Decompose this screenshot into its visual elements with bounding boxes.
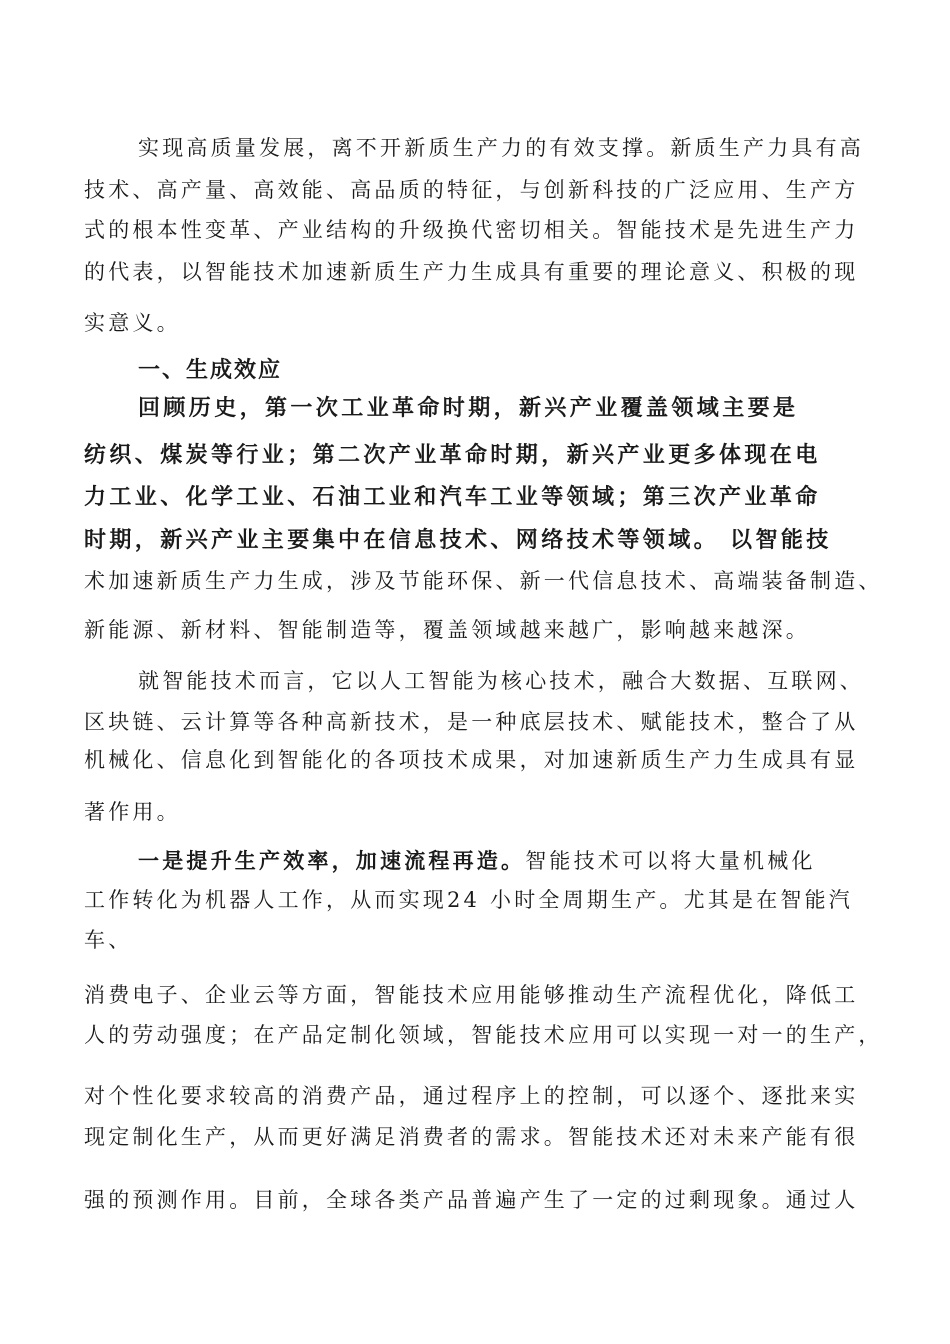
paragraph-line: 车、 (84, 928, 133, 952)
paragraph-lead-rest: 智能技术可以将大量机械化 (525, 849, 816, 873)
paragraph-line: 力工业、化学工业、石油工业和汽车工业等领域；第三次产业革命 (84, 484, 821, 510)
paragraph-line: 技术、高产量、高效能、高品质的特征，与创新科技的广泛应用、生产方 (84, 178, 859, 202)
paragraph-lead: 一是提升生产效率，加速流程再造。 (138, 848, 526, 873)
paragraph-line: 术加速新质生产力生成，涉及节能环保、新一代信息技术、高端装备制造、 (84, 569, 883, 593)
paragraph-line: 机械化、信息化到智能化的各项技术成果，对加速新质生产力生成具有显 (84, 748, 859, 772)
paragraph-line: 人的劳动强度；在产品定制化领域，智能技术应用可以实现一对一的生产， (84, 1023, 883, 1047)
paragraph-line: 式的根本性变革、产业结构的升级换代密切相关。智能技术是先进生产力 (84, 218, 859, 242)
section-heading: 一、生成效应 (138, 358, 283, 383)
paragraph-line: 的代表，以智能技术加速新质生产力生成具有重要的理论意义、积极的现 (84, 260, 859, 284)
paragraph-line: 时期，新兴产业主要集中在信息技术、网络技术等领域。 以智能技 (84, 527, 832, 553)
paragraph-line: 新能源、新材料、智能制造等，覆盖领域越来越广，影响越来越深。 (84, 618, 810, 642)
paragraph-line: 消费电子、企业云等方面，智能技术应用能够推动生产流程优化，降低工 (84, 983, 859, 1007)
paragraph-line: 就智能技术而言，它以人工智能为核心技术，融合大数据、互联网、 (138, 669, 864, 693)
paragraph-line: 工作转化为机器人工作，从而实现24 小时全周期生产。尤其是在智能汽 (84, 888, 853, 912)
paragraph-line: 现定制化生产，从而更好满足消费者的需求。智能技术还对未来产能有很 (84, 1125, 859, 1149)
paragraph-line: 对个性化要求较高的消费产品，通过程序上的控制，可以逐个、逐批来实 (84, 1084, 859, 1108)
paragraph-line: 纺织、煤炭等行业；第二次产业革命时期，新兴产业更多体现在电 (84, 442, 821, 468)
paragraph-line: 回顾历史，第一次工业革命时期，新兴产业覆盖领域主要是 (138, 395, 799, 421)
paragraph-line: 实意义。 (84, 311, 181, 335)
paragraph-line: 著作用。 (84, 800, 181, 824)
paragraph-line: 实现高质量发展，离不开新质生产力的有效支撑。新质生产力具有高 (138, 136, 864, 160)
paragraph-line (138, 850, 816, 872)
paragraph-line: 强的预测作用。目前，全球各类产品普遍产生了一定的过剩现象。通过人 (84, 1188, 859, 1212)
paragraph-line: 区块链、云计算等各种高新技术，是一种底层技术、赋能技术，整合了从 (84, 710, 859, 734)
